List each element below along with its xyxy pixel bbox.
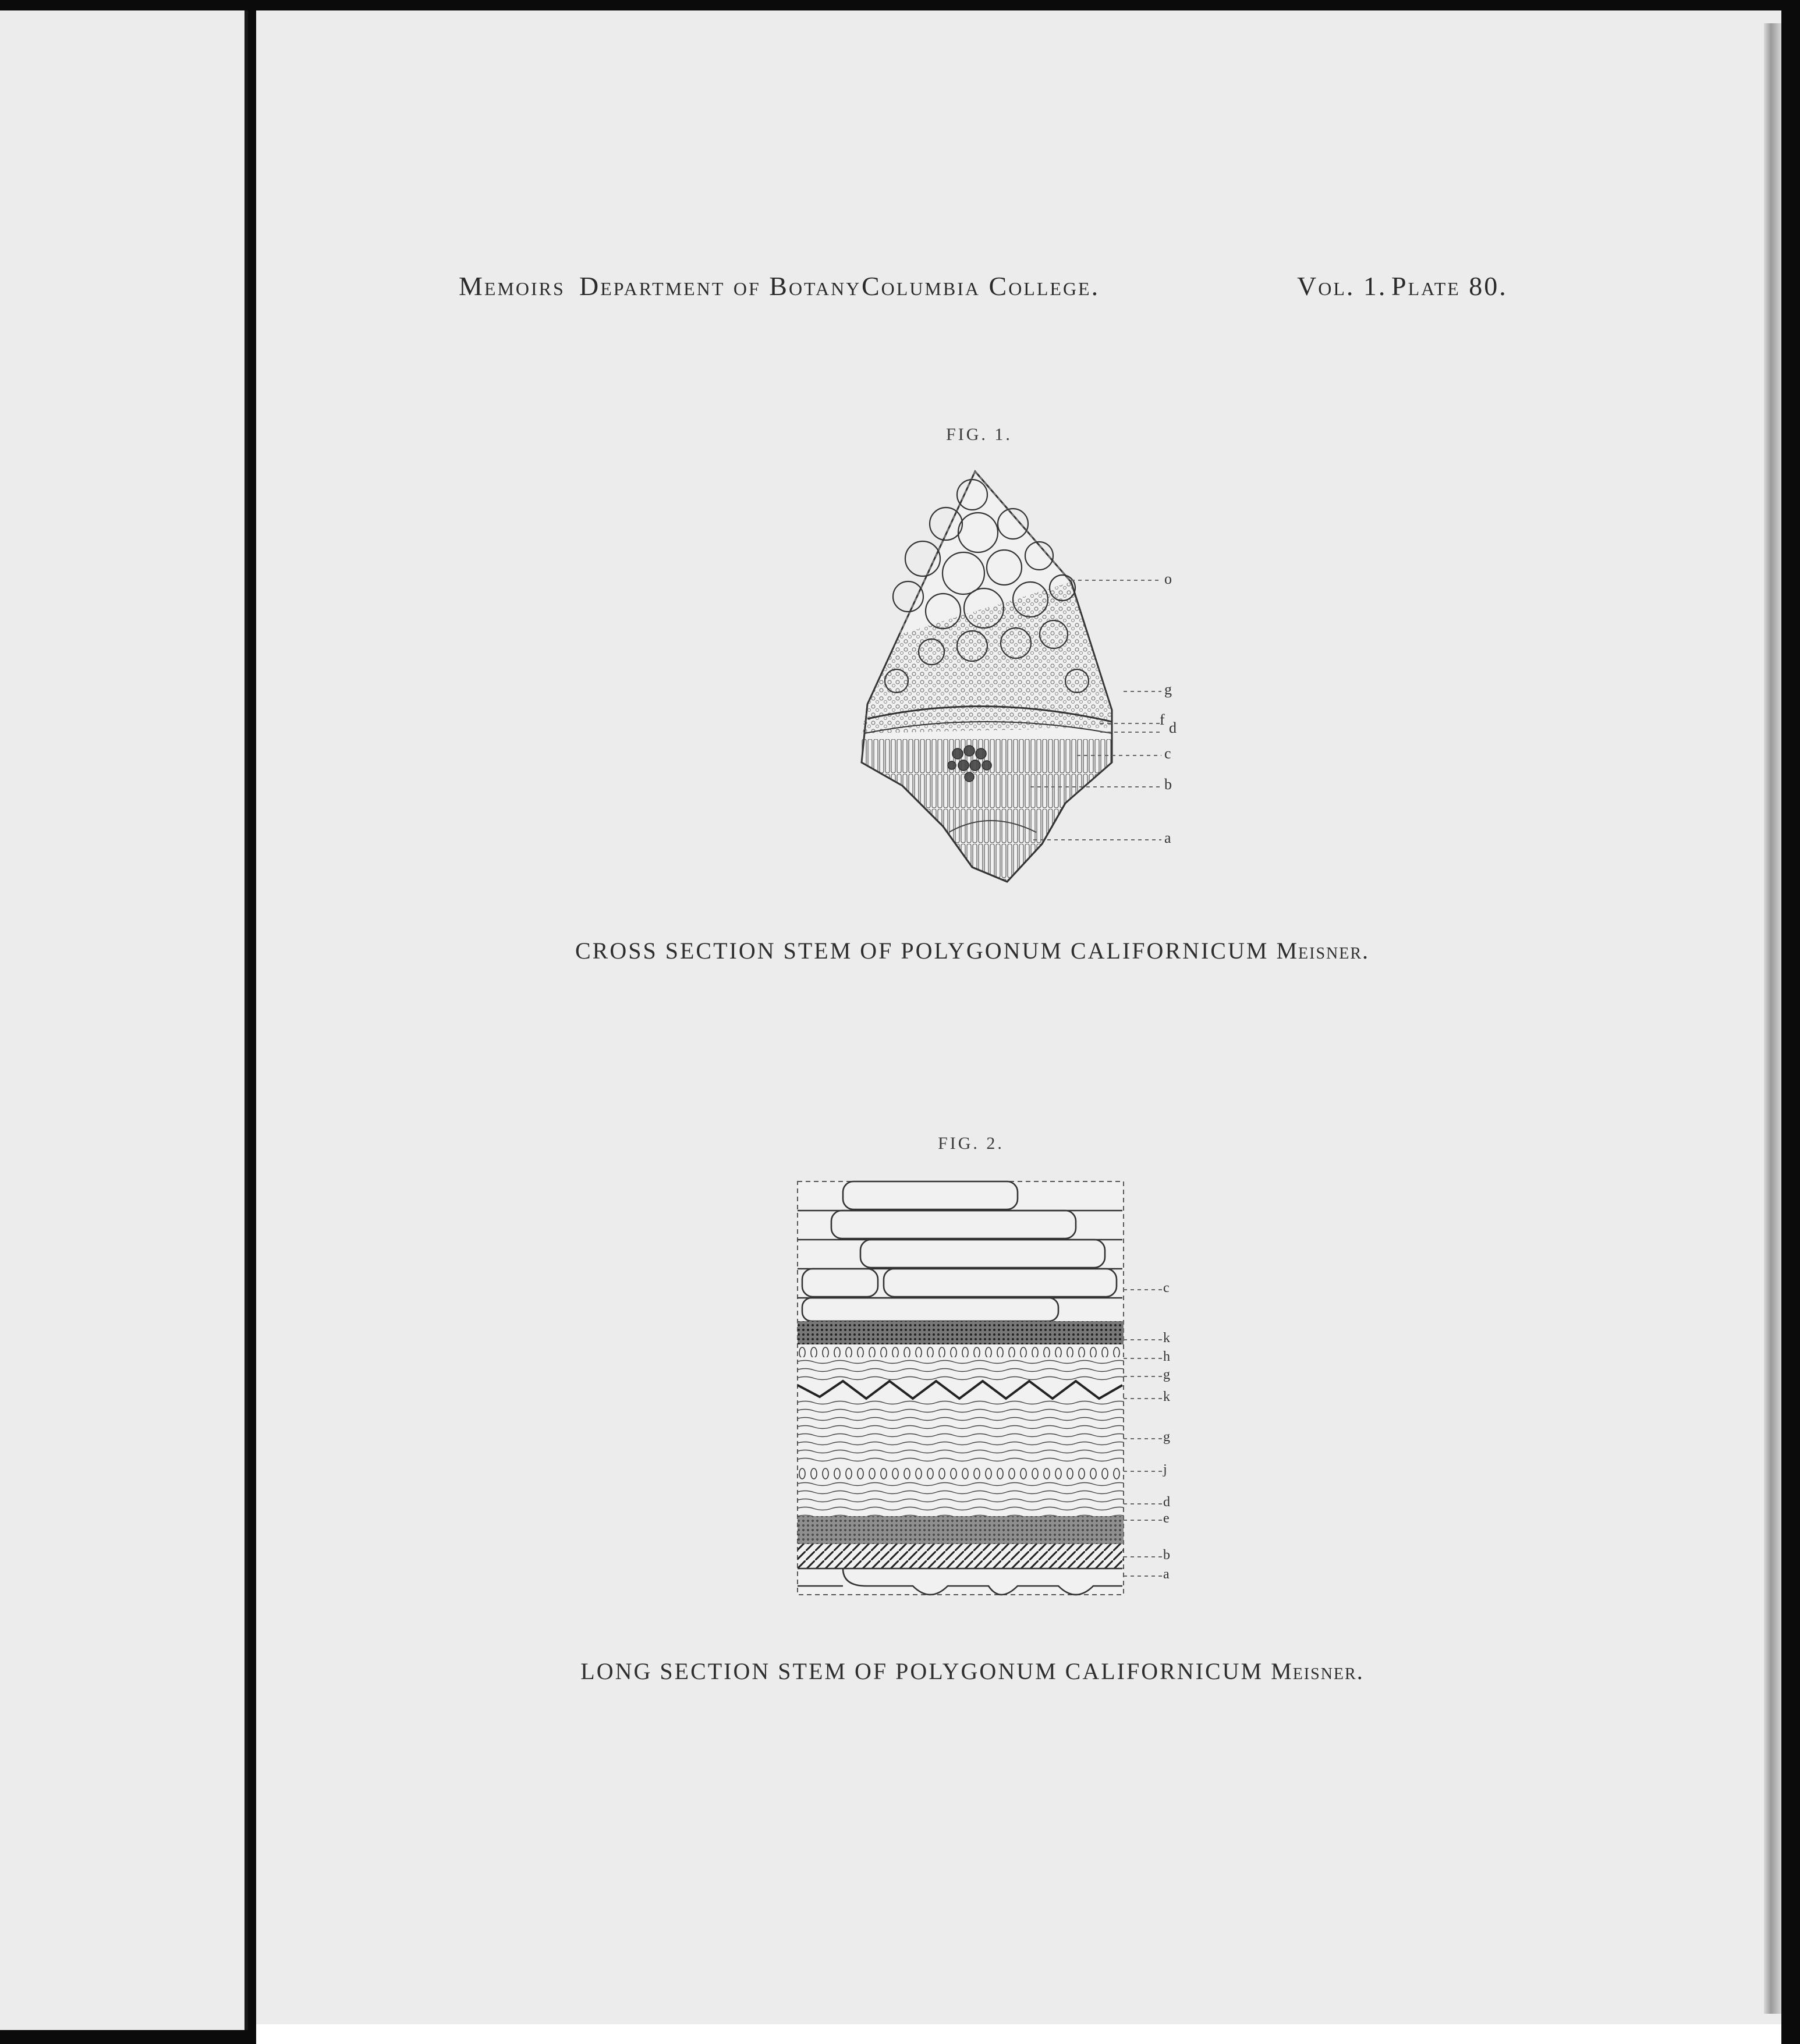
- header-volume: Vol. 1.: [1297, 271, 1387, 301]
- figure-2-label-d: d: [1163, 1495, 1170, 1510]
- plate-page: [256, 10, 1781, 2024]
- figure-1-label-f: f: [1160, 711, 1165, 728]
- figure-2-label-a: a: [1163, 1567, 1170, 1582]
- header-memoirs: Memoirs: [459, 271, 565, 301]
- figure-2-label-k-2: k: [1163, 1389, 1170, 1404]
- figure-1-label-o: o: [1164, 570, 1172, 587]
- figure-1-label: FIG. 1.: [946, 425, 1012, 444]
- figure-2-label-e: e: [1163, 1511, 1170, 1526]
- figure-1-label-c: c: [1164, 745, 1171, 762]
- header-plate-number: Plate 80.: [1391, 271, 1508, 301]
- figure-2-label-h: h: [1163, 1349, 1170, 1364]
- figure-1-label-a: a: [1164, 829, 1171, 846]
- header-department: Department of Botany: [579, 271, 862, 301]
- figure-1-label-g: g: [1164, 681, 1172, 698]
- figure-1-leaders: [1030, 559, 1182, 850]
- header-college: Columbia College.: [862, 271, 1100, 301]
- figure-2-label-g: g: [1163, 1367, 1170, 1382]
- figure-1-caption-text: CROSS SECTION STEM OF POLYGONUM CALIFORNICUM: [575, 938, 1269, 964]
- figure-1-caption-author: Meisner.: [1276, 938, 1370, 964]
- figure-1-caption: [575, 937, 1369, 964]
- page-edge: [1764, 23, 1781, 2014]
- figure-2-label: FIG. 2.: [938, 1134, 1004, 1153]
- facing-page: [0, 10, 248, 2030]
- figure-2-label-c: c: [1163, 1280, 1170, 1296]
- figure-2-caption-text: LONG SECTION STEM OF POLYGONUM CALIFORNICUM: [580, 1658, 1264, 1684]
- figure-2-label-b: b: [1163, 1548, 1170, 1563]
- figure-2-label-g-2: g: [1163, 1429, 1170, 1445]
- figure-2-caption: [580, 1658, 1363, 1685]
- figure-2-label-k: k: [1163, 1330, 1170, 1346]
- figure-2-caption-author: Meisner.: [1271, 1658, 1364, 1684]
- figure-2-leaders: [1124, 1280, 1182, 1595]
- figure-1-label-d: d: [1169, 719, 1177, 736]
- page-bottom-edge: [256, 2024, 1781, 2044]
- figure-2-long-section: [796, 1179, 1134, 1609]
- figure-2-label-j: j: [1163, 1462, 1167, 1477]
- figure-1-label-b: b: [1164, 776, 1172, 793]
